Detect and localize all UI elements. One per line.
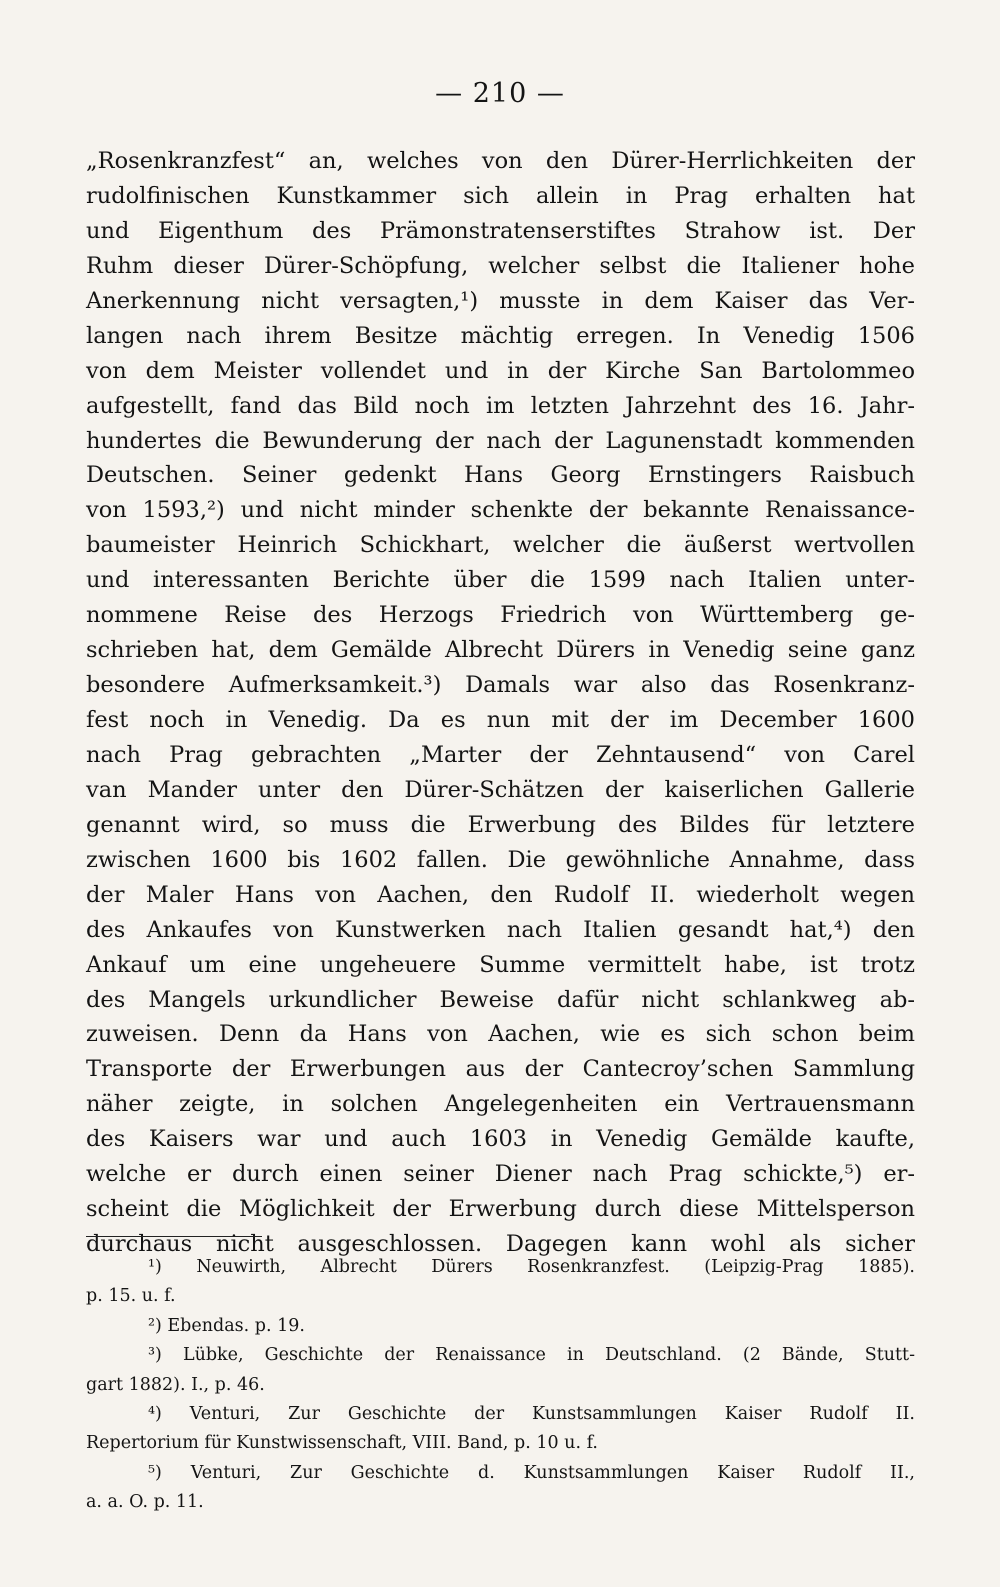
text-line: zuweisen. Denn da Hans von Aachen, wie es sich schon beim [86,1021,915,1048]
footnote-line: p. 15. u. f. [86,1286,176,1307]
text-line: besondere Aufmerksamkeit.³) Damals war also das Rosenkranz- [86,672,915,699]
text-line: Anerkennung nicht versagten,¹) musste in dem Kaiser das Ver- [86,287,915,314]
text-line: von dem Meister vollendet und in der Kirche San Bartolommeo [86,357,915,384]
text-line: des Kaisers war und auch 1603 in Venedig Gemälde kaufte, [86,1126,915,1153]
text-line: Ruhm dieser Dürer-Schöpfung, welcher selbst die Italiener hohe [86,252,915,279]
text-line: van Mander unter den Dürer-Schätzen der kaiserlichen Gallerie [86,776,915,803]
text-line: und interessanten Berichte über die 1599 nach Italien unter- [86,567,915,594]
text-line: des Mangels urkundlicher Beweise dafür nicht schlankweg ab- [86,986,915,1013]
footnote-line: a. a. O. p. 11. [86,1492,204,1513]
text-line: rudolfinischen Kunstkammer sich allein in Prag erhalten hat [86,182,915,209]
footnote-line: ³) Lübke, Geschichte der Renaissance in Deutschland. (2 Bände, Stutt- [148,1345,915,1366]
text-line: Transporte der Erwerbungen aus der Cantecroy’schen Sammlung [86,1056,915,1083]
page-number: — 210 — [435,78,565,109]
text-line: baumeister Heinrich Schickhart, welcher die äußerst wertvollen [86,532,915,559]
text-line: scheint die Möglichkeit der Erwerbung durch diese Mittelsperson [86,1196,915,1223]
footnote-line: ²) Ebendas. p. 19. [148,1315,305,1336]
text-line: hundertes die Bewunderung der nach der Lagunenstadt kommenden [86,427,915,454]
text-line: durchaus nicht ausgeschlossen. Dagegen kann wohl als sicher [86,1231,915,1258]
text-line: aufgestellt, fand das Bild noch im letzten Jahrzehnt des 16. Jahr- [86,392,915,419]
text-line: „Rosenkranzfest“ an, welches von den Dürer-Herrlichkeiten der [86,148,915,174]
text-line: fest noch in Venedig. Da es nun mit der im December 1600 [86,707,915,733]
text-line: der Maler Hans von Aachen, den Rudolf II. wiederholt wegen [86,881,915,908]
text-line: von 1593,²) und nicht minder schenkte der bekannte Renaissance- [86,497,915,524]
text-line: schrieben hat, dem Gemälde Albrecht Dürers in Venedig seine ganz [86,637,915,664]
text-line: nach Prag gebrachten „Marter der Zehntausend“ von Carel [86,741,915,768]
text-line: und Eigenthum des Prämonstratenserstiftes Strahow ist. Der [86,217,915,244]
text-line: welche er durch einen seiner Diener nach Prag schickte,⁵) er- [86,1161,915,1188]
footnote-separator [86,1236,262,1237]
footnote-line: ⁵) Venturi, Zur Geschichte d. Kunstsammlungen Kaiser Rudolf II., [148,1462,915,1483]
text-line: näher zeigte, in solchen Angelegenheiten ein Vertrauensmann [86,1091,915,1118]
text-line: zwischen 1600 bis 1602 fallen. Die gewöhnliche Annahme, dass [86,846,915,873]
body-text [86,144,915,1262]
text-line: des Ankaufes von Kunstwerken nach Italien gesandt hat,⁴) den [86,916,915,943]
text-line: nommene Reise des Herzogs Friedrich von Württemberg ge- [86,602,915,629]
text-line: genannt wird, so muss die Erwerbung des Bildes für letztere [86,811,915,838]
footnote-line: ¹) Neuwirth, Albrecht Dürers Rosenkranzfest. (Leipzig-Prag 1885). [148,1257,915,1277]
footnote-line: Repertorium für Kunstwissenschaft, VIII. Band, p. 10 u. f. [86,1433,598,1454]
text-line: langen nach ihrem Besitze mächtig erregen. In Venedig 1506 [86,322,915,349]
text-line: Deutschen. Seiner gedenkt Hans Georg Ernstingers Raisbuch [86,462,915,489]
footnote-line: gart 1882). I., p. 46. [86,1374,265,1395]
text-line: Ankauf um eine ungeheuere Summe vermittelt habe, ist trotz [86,951,915,978]
footnotes [86,1253,915,1518]
footnote-line: ⁴) Venturi, Zur Geschichte der Kunstsammlungen Kaiser Rudolf II. [148,1403,915,1424]
